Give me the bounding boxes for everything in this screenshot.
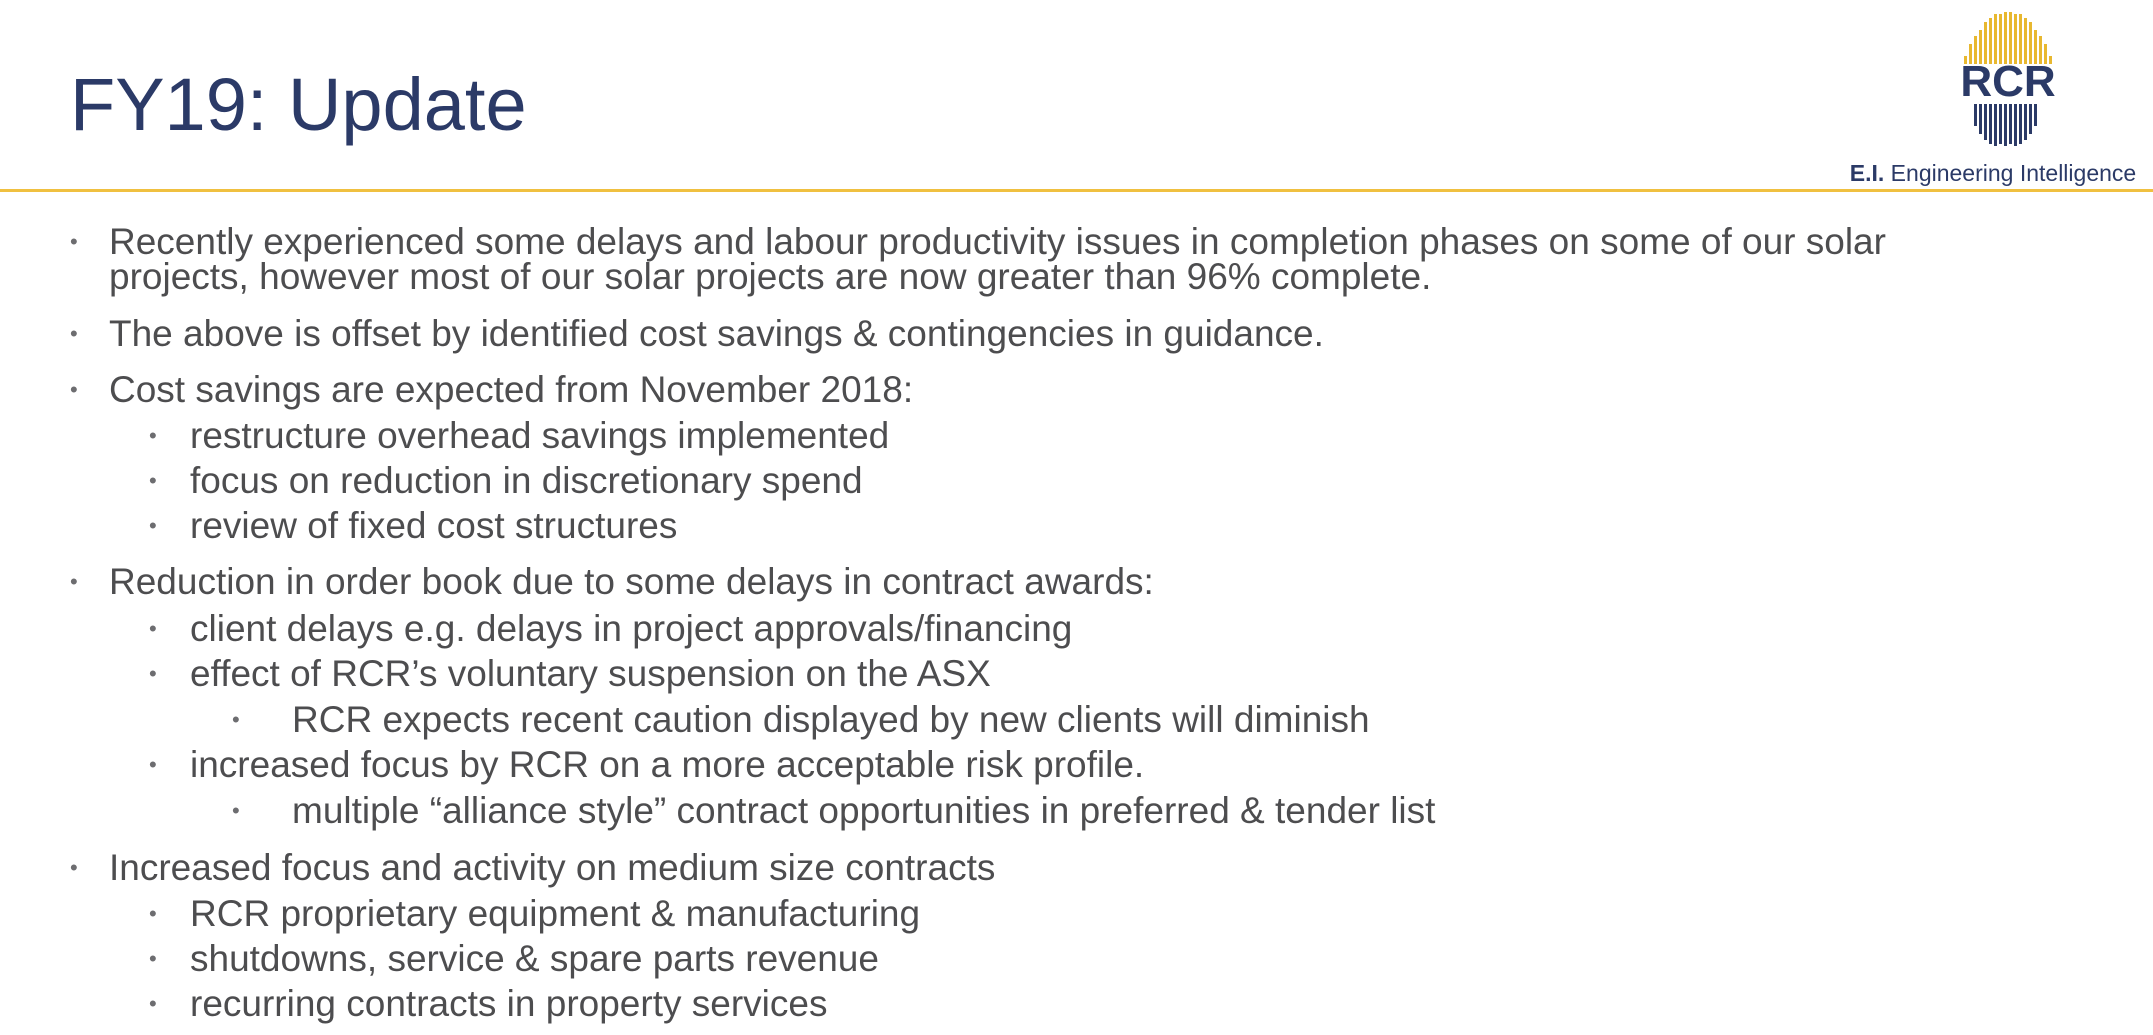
bullet-dot-icon: • xyxy=(149,901,157,926)
sub-bullet-item xyxy=(149,938,879,979)
bullet-dot-icon: • xyxy=(149,991,157,1016)
sub-bullet-item xyxy=(149,505,678,546)
bullet-dot-icon: • xyxy=(149,616,157,641)
bullet-dot-icon: • xyxy=(232,798,240,823)
bullet-text: review of fixed cost structures xyxy=(190,505,678,546)
bullet-text: Increased focus and activity on medium size contracts xyxy=(109,847,996,888)
bullet-text: focus on reduction in discretionary spend xyxy=(190,460,863,501)
bullet-text: RCR expects recent caution displayed by new clients will diminish xyxy=(292,699,1370,740)
bullet-dot-icon: • xyxy=(70,377,78,402)
sub-bullet-item xyxy=(149,608,1073,649)
sub-sub-bullet-item xyxy=(232,790,1436,831)
bullet-dot-icon: • xyxy=(149,423,157,448)
bullet-text: effect of RCR’s voluntary suspension on the ASX xyxy=(190,653,991,694)
bullet-text: recurring contracts in property services xyxy=(190,983,828,1024)
bullet-dot-icon: • xyxy=(232,707,240,732)
bullet-text: projects, however most of our solar projects are now greater than 96% complete. xyxy=(109,256,1432,297)
sub-bullet-item xyxy=(149,653,991,694)
bullet-dot-icon: • xyxy=(149,468,157,493)
bullet-text: Cost savings are expected from November 2018: xyxy=(109,369,914,410)
bullet-text: shutdowns, service & spare parts revenue xyxy=(190,938,879,979)
bullet-dot-icon: • xyxy=(149,752,157,777)
logo-text: RCR xyxy=(1960,57,2056,106)
bullet-item xyxy=(70,313,1324,354)
bullet-text: Reduction in order book due to some delays in contract awards: xyxy=(109,561,1154,602)
bullet-dot-icon: • xyxy=(70,569,78,594)
bullet-text: Recently experienced some delays and labour productivity issues in completion phases on some of our solar xyxy=(109,221,1886,262)
sub-bullet-item xyxy=(149,983,828,1024)
bullet-dot-icon: • xyxy=(70,321,78,346)
logo-tagline-bold: E.I. xyxy=(1849,160,1885,186)
bullet-dot-icon: • xyxy=(70,229,78,254)
bullet-text: RCR proprietary equipment & manufacturing xyxy=(190,893,921,934)
bullet-dot-icon: • xyxy=(70,855,78,880)
bullet-text: restructure overhead savings implemented xyxy=(190,415,890,456)
sub-bullet-item xyxy=(149,415,890,456)
bullet-text: multiple “alliance style” contract opportunities in preferred & tender list xyxy=(292,790,1436,831)
bullet-item xyxy=(70,847,996,888)
sub-bullet-item xyxy=(149,893,921,934)
sub-bullet-item xyxy=(149,460,863,501)
bullet-text: increased focus by RCR on a more acceptable risk profile. xyxy=(190,744,1145,785)
bullet-dot-icon: • xyxy=(149,513,157,538)
slide-title: FY19: Update xyxy=(70,63,527,146)
logo-tagline-rest: Engineering Intelligence xyxy=(1884,160,2137,186)
bullet-item xyxy=(70,369,914,410)
bullet-dot-icon: • xyxy=(149,946,157,971)
bullet-item xyxy=(70,561,1154,602)
sub-bullet-item xyxy=(149,744,1145,785)
bullet-item-continuation xyxy=(109,256,1432,297)
bullet-text: The above is offset by identified cost savings & contingencies in guidance. xyxy=(109,313,1324,354)
bullet-dot-icon: • xyxy=(149,661,157,686)
sub-sub-bullet-item xyxy=(232,699,1370,740)
bullet-text: client delays e.g. delays in project approvals/financing xyxy=(190,608,1073,649)
